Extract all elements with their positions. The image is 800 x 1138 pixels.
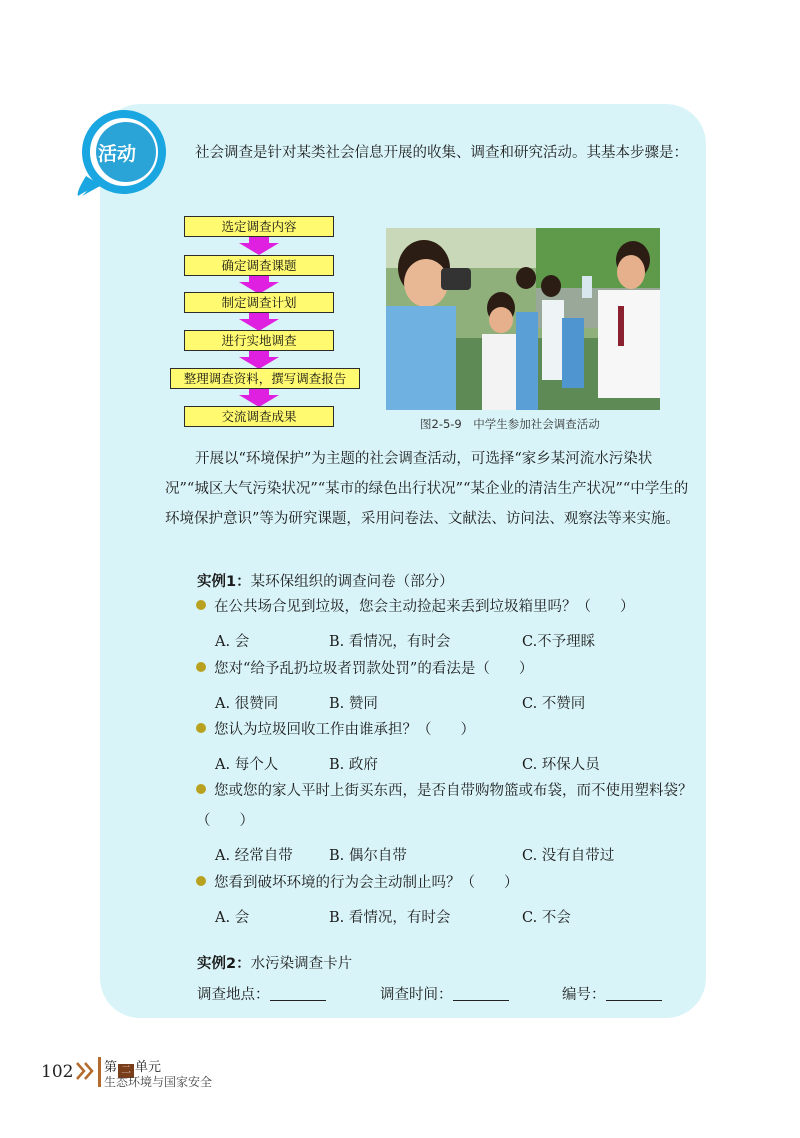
time-blank	[453, 987, 509, 1001]
flow-arrow	[239, 237, 279, 255]
page-number: 102	[41, 1062, 74, 1082]
question-1: 在公共场合见到垃圾，您会主动捡起来丢到垃圾箱里吗？（ ）	[196, 592, 696, 622]
unit-subtitle: 生态环境与国家安全	[104, 1075, 213, 1089]
field-time: 调查时间：	[380, 983, 509, 1004]
students-survey-photo	[386, 228, 660, 410]
footer-divider	[98, 1057, 101, 1087]
bullet-icon	[196, 662, 206, 672]
field-number: 编号：	[562, 983, 662, 1004]
survey-steps-flowchart	[183, 216, 347, 430]
body-paragraph: 开展以“环境保护”为主题的社会调查活动，可选择“家乡某河流水污染状况”“城区大气污染状况”“某市的绿色出行状况”“某企业的清洁生产状况”“中学生的环境保护意识”等为研究课题，采用问卷法、文献法、访问法、观察法等来实施。	[165, 451, 689, 527]
unit-number-box: 二	[118, 1064, 134, 1078]
bullet-icon	[196, 876, 206, 886]
question-5: 您看到破坏环境的行为会主动制止吗？（ ）	[196, 868, 696, 898]
badge-label: 活动	[98, 143, 137, 165]
double-chevron-icon	[74, 1060, 96, 1082]
photo-caption: 图2-5-9 中学生参加社会调查活动	[420, 417, 600, 431]
flow-step-5: 整理调查资料，撰写调查报告	[170, 368, 360, 389]
example1-heading: 实例1：某环保组织的调查问卷（部分）	[197, 574, 454, 590]
flow-step-6: 交流调查成果	[184, 406, 334, 427]
flow-arrow	[239, 351, 279, 369]
flow-arrow	[239, 313, 279, 331]
example2-heading: 实例2：水污染调查卡片	[197, 956, 353, 972]
bullet-icon	[196, 723, 206, 733]
field-location: 调查地点：	[197, 983, 326, 1004]
unit-label: 第 二 单元	[104, 1060, 162, 1076]
flow-step-3: 制定调查计划	[184, 292, 334, 313]
intro-paragraph: 社会调查是针对某类社会信息开展的收集、调查和研究活动。其基本步骤是：	[195, 145, 688, 161]
location-blank	[270, 987, 326, 1001]
bullet-icon	[196, 600, 206, 610]
number-blank	[606, 987, 662, 1001]
flow-step-4: 进行实地调查	[184, 330, 334, 351]
flow-step-2: 确定调查课题	[184, 255, 334, 276]
flow-step-1: 选定调查内容	[184, 216, 334, 237]
bullet-icon	[196, 784, 206, 794]
flow-arrow	[239, 389, 279, 407]
question-2: 您对“给予乱扔垃圾者罚款处罚”的看法是（ ）	[196, 654, 696, 684]
question-3: 您认为垃圾回收工作由谁承担？（ ）	[196, 715, 696, 745]
question-4: 您或您的家人平时上街买东西，是否自带购物篮或布袋，而不使用塑料袋？（ ）	[196, 783, 693, 829]
